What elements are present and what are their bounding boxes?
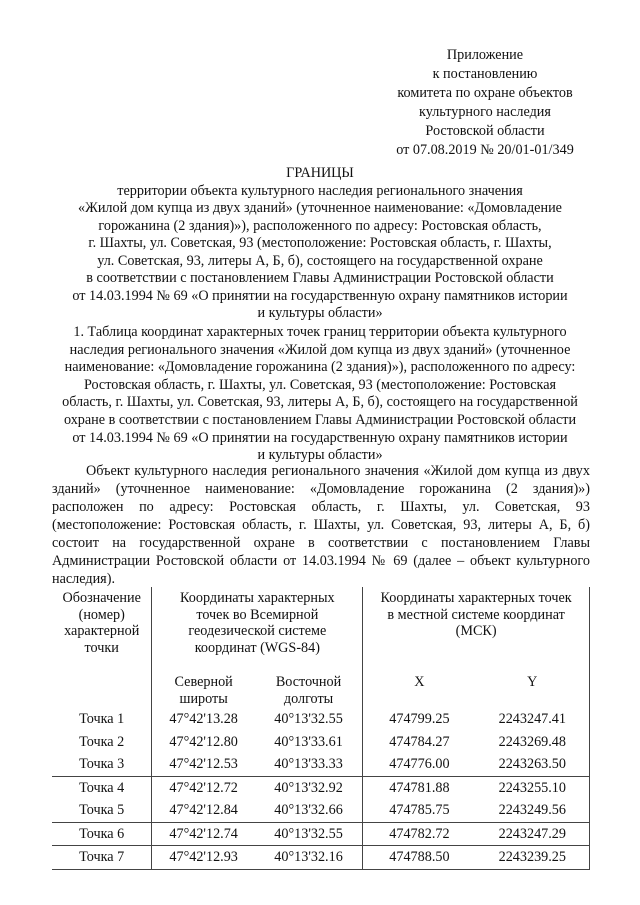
cell-east: 40°13'32.16 <box>255 846 363 870</box>
cell-x: 474782.72 <box>363 822 476 846</box>
section-line: от 14.03.1994 № 69 «О принятии на государственную охрану памятников истории <box>72 429 568 446</box>
cell-north: 47°42'12.53 <box>152 753 255 776</box>
cell-point: Точка 2 <box>79 733 125 750</box>
cell-y: 2243247.41 <box>476 708 590 731</box>
section-line: наименование: «Домовладение горожанина (2 здания)»), расположенного по адресу: <box>64 359 576 376</box>
section-line: Ростовская область, г. Шахты, ул. Советская, 93 (местоположение: Ростовская <box>83 376 557 393</box>
appendix-line: от 07.08.2019 № 20/01-01/349 <box>396 142 574 158</box>
title-line: г. Шахты, ул. Советская, 93 (местоположение: Ростовская область, г. Шахты, <box>88 235 552 251</box>
section-line: и культуры области» <box>257 447 383 464</box>
title-line: ул. Советская, 93, литеры А, Б, б), состоящего на государственной охране <box>97 252 543 269</box>
subheader-east: Восточной долготы <box>275 674 342 707</box>
appendix-line: к постановлению <box>432 66 538 82</box>
cell-x: 474776.00 <box>363 753 476 776</box>
cell-point: Точка 6 <box>52 822 152 846</box>
cell-y: 2243255.10 <box>476 776 590 799</box>
appendix-header <box>380 46 590 160</box>
cell-north: 47°42'12.74 <box>152 822 255 846</box>
cell-x: 474799.25 <box>363 708 476 731</box>
cell-north: 47°42'12.80 <box>152 731 255 754</box>
section-line: 1. Таблица координат характерных точек границ территории объекта культурного <box>73 324 567 340</box>
section-line: охране в соответствии с постановлением Главы Администрации Ростовской области <box>63 411 577 428</box>
header-point: Обозначение (номер) характерной точки <box>62 590 141 656</box>
cell-north: 47°42'12.72 <box>152 776 255 799</box>
cell-y: 2243269.48 <box>476 731 590 754</box>
cell-east: 40°13'32.55 <box>274 711 343 727</box>
title-line: горожанина (2 здания)»), расположенного по адресу: Ростовская область, <box>98 217 542 234</box>
table-row <box>52 731 590 754</box>
cell-east: 40°13'32.92 <box>255 776 363 799</box>
cell-y: 2243263.50 <box>476 753 590 776</box>
cell-x: 474784.27 <box>363 731 476 754</box>
document-title-block <box>50 165 590 323</box>
cell-north: 47°42'12.93 <box>152 846 255 870</box>
cell-point: Точка 7 <box>52 846 152 870</box>
header-wgs84: Координаты характерных точек во Всемирной геодезической системе координат (WGS-84) <box>152 587 363 670</box>
cell-y: 2243247.29 <box>476 822 590 846</box>
appendix-line: Приложение <box>446 47 524 63</box>
table-header-row <box>52 587 590 670</box>
body-paragraph: Объект культурного наследия регионального значения «Жилой дом купца из двух зданий» (уточненное наименование: «Домовладение горожанина (2 здания)») расположен по адресу: Ростовская область, г. Шахты, ул. Советская, 93 (местоположение: Ростовская область, г. Шахты, ул. Советская, 93, литеры А, Б, б) состоит на государственной охране в соответствии с постановлением Главы Администрации Ростовской области от 14.03.1994 № 69 (далее – объект культурного наследия). <box>52 463 590 587</box>
section-line: область, г. Шахты, ул. Советская, 93, литеры А, Б, б), состоящего на государственной <box>62 394 578 411</box>
cell-x: 474785.75 <box>363 799 476 822</box>
cell-east: 40°13'32.55 <box>255 822 363 846</box>
section-line: наследия регионального значения «Жилой дом купца из двух зданий» (уточненное <box>69 341 571 358</box>
appendix-line: культурного наследия <box>419 104 551 120</box>
table-row <box>52 753 590 776</box>
cell-east: 40°13'33.61 <box>274 733 343 750</box>
cell-north: 47°42'12.84 <box>152 799 255 822</box>
document-title: ГРАНИЦЫ <box>286 165 354 181</box>
appendix-line: комитета по охране объектов <box>397 85 573 101</box>
appendix-line: Ростовской области <box>425 123 545 139</box>
title-line: и культуры области» <box>257 305 383 321</box>
cell-x: 474788.50 <box>363 846 476 870</box>
cell-x: 474781.88 <box>363 776 476 799</box>
section-heading <box>50 324 590 465</box>
title-line: от 14.03.1994 № 69 «О принятии на государственную охрану памятников истории <box>72 287 568 304</box>
cell-y: 2243249.56 <box>476 799 590 822</box>
subheader-x: X <box>363 670 476 708</box>
coordinates-table <box>52 587 590 870</box>
cell-point: Точка 1 <box>79 711 125 727</box>
cell-north: 47°42'13.28 <box>152 708 255 731</box>
header-msk: Координаты характерных точек в местной системе координат (МСК) <box>363 587 590 670</box>
table-row <box>52 799 590 822</box>
table-row <box>52 708 590 731</box>
cell-y: 2243239.25 <box>476 846 590 870</box>
cell-point: Точка 4 <box>52 776 152 799</box>
cell-east: 40°13'33.33 <box>274 756 343 772</box>
title-line: в соответствии с постановлением Главы Администрации Ростовской области <box>86 270 554 286</box>
cell-point: Точка 3 <box>79 756 125 772</box>
table-row <box>52 822 590 846</box>
title-line: территории объекта культурного наследия регионального значения <box>117 182 523 199</box>
cell-point: Точка 5 <box>79 802 125 818</box>
subheader-north: Северной широты <box>152 670 255 708</box>
table-row <box>52 776 590 799</box>
title-line: «Жилой дом купца из двух зданий» (уточненное наименование: «Домовладение <box>78 200 562 216</box>
table-row <box>52 846 590 870</box>
cell-east: 40°13'32.66 <box>274 802 343 818</box>
subheader-y: Y <box>476 670 590 708</box>
